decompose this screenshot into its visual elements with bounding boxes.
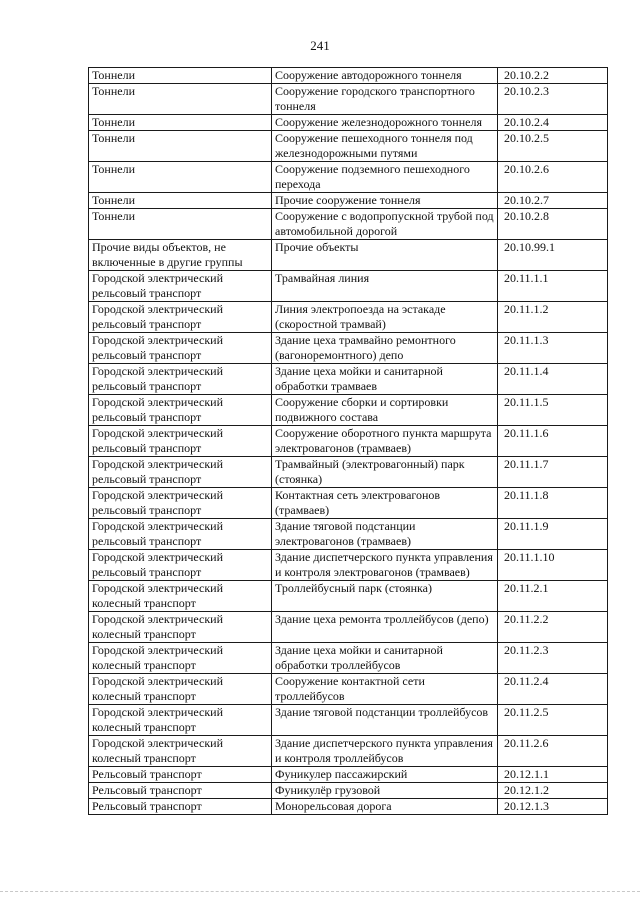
object-group-cell: Тоннели (89, 131, 272, 162)
table-row (89, 302, 608, 333)
object-name-cell: Здание тяговой подстанции электровагонов (трамваев) (272, 519, 498, 550)
object-name-cell: Прочие объекты (272, 240, 498, 271)
object-name-cell: Сооружение городского транспортного тоннеля (272, 84, 498, 115)
table-row (89, 799, 608, 815)
object-group-cell: Городской электрический рельсовый транспорт (89, 457, 272, 488)
object-group-cell: Городской электрический рельсовый транспорт (89, 302, 272, 333)
object-group-cell: Городской электрический рельсовый транспорт (89, 395, 272, 426)
object-group-cell: Рельсовый транспорт (89, 767, 272, 783)
object-name-cell: Трамвайная линия (272, 271, 498, 302)
object-name-cell: Сооружение пешеходного тоннеля под железнодорожными путями (272, 131, 498, 162)
table-row (89, 84, 608, 115)
object-code-cell: 20.11.1.8 (498, 488, 608, 519)
object-group-cell: Городской электрический рельсовый транспорт (89, 550, 272, 581)
table-row (89, 674, 608, 705)
object-group-cell: Городской электрический рельсовый транспорт (89, 333, 272, 364)
object-group-cell: Городской электрический колесный транспорт (89, 643, 272, 674)
object-name-cell: Здание цеха трамвайно ремонтного (вагоноремонтного) депо (272, 333, 498, 364)
object-group-cell: Городской электрический рельсовый транспорт (89, 519, 272, 550)
table-row (89, 333, 608, 364)
table-row (89, 162, 608, 193)
object-name-cell: Сооружение сборки и сортировки подвижного состава (272, 395, 498, 426)
object-code-cell: 20.10.2.7 (498, 193, 608, 209)
object-code-cell: 20.12.1.2 (498, 783, 608, 799)
object-code-cell: 20.12.1.1 (498, 767, 608, 783)
object-code-cell: 20.11.1.4 (498, 364, 608, 395)
object-code-cell: 20.10.2.3 (498, 84, 608, 115)
object-name-cell: Здание цеха ремонта троллейбусов (депо) (272, 612, 498, 643)
object-code-cell: 20.11.2.1 (498, 581, 608, 612)
object-code-cell: 20.11.1.3 (498, 333, 608, 364)
object-code-cell: 20.11.1.5 (498, 395, 608, 426)
object-code-cell: 20.11.1.1 (498, 271, 608, 302)
object-group-cell: Тоннели (89, 209, 272, 240)
object-name-cell: Фуникулёр грузовой (272, 783, 498, 799)
object-classification-table (88, 67, 608, 815)
table-row (89, 643, 608, 674)
table-row (89, 705, 608, 736)
object-code-cell: 20.11.1.6 (498, 426, 608, 457)
object-name-cell: Сооружение с водопропускной трубой под автомобильной дорогой (272, 209, 498, 240)
object-code-cell: 20.11.2.6 (498, 736, 608, 767)
table-row (89, 240, 608, 271)
object-group-cell: Рельсовый транспорт (89, 799, 272, 815)
object-name-cell: Сооружение железнодорожного тоннеля (272, 115, 498, 131)
object-name-cell: Трамвайный (электровагонный) парк (стоянка) (272, 457, 498, 488)
object-name-cell: Линия электропоезда на эстакаде (скоростной трамвай) (272, 302, 498, 333)
table-row (89, 767, 608, 783)
object-group-cell: Городской электрический рельсовый транспорт (89, 488, 272, 519)
table-row (89, 271, 608, 302)
object-code-cell: 20.11.2.4 (498, 674, 608, 705)
object-name-cell: Сооружение автодорожного тоннеля (272, 68, 498, 84)
object-name-cell: Сооружение контактной сети троллейбусов (272, 674, 498, 705)
object-name-cell: Контактная сеть электровагонов (трамваев) (272, 488, 498, 519)
object-group-cell: Городской электрический рельсовый транспорт (89, 364, 272, 395)
object-group-cell: Тоннели (89, 193, 272, 209)
table-row (89, 68, 608, 84)
object-name-cell: Здание тяговой подстанции троллейбусов (272, 705, 498, 736)
object-code-cell: 20.11.1.10 (498, 550, 608, 581)
scan-edge-divider (0, 891, 640, 892)
object-group-cell: Городской электрический колесный транспорт (89, 736, 272, 767)
object-group-cell: Городской электрический колесный транспорт (89, 581, 272, 612)
table-body (89, 68, 608, 815)
object-code-cell: 20.10.2.8 (498, 209, 608, 240)
table-row (89, 550, 608, 581)
table-row (89, 131, 608, 162)
table-row (89, 426, 608, 457)
object-code-cell: 20.10.2.2 (498, 68, 608, 84)
object-name-cell: Фуникулер пассажирский (272, 767, 498, 783)
table-row (89, 488, 608, 519)
table-row (89, 736, 608, 767)
object-code-cell: 20.11.2.2 (498, 612, 608, 643)
object-code-cell: 20.11.2.5 (498, 705, 608, 736)
object-group-cell: Городской электрический рельсовый транспорт (89, 271, 272, 302)
object-group-cell: Рельсовый транспорт (89, 783, 272, 799)
page-number: 241 (310, 38, 330, 53)
object-name-cell: Сооружение оборотного пункта маршрута электровагонов (трамваев) (272, 426, 498, 457)
object-name-cell: Прочие сооружение тоннеля (272, 193, 498, 209)
object-code-cell: 20.11.2.3 (498, 643, 608, 674)
object-name-cell: Здание диспетчерского пункта управления и контроля электровагонов (трамваев) (272, 550, 498, 581)
object-code-cell: 20.10.2.4 (498, 115, 608, 131)
table-row (89, 364, 608, 395)
object-name-cell: Здание цеха мойки и санитарной обработки троллейбусов (272, 643, 498, 674)
table-row (89, 519, 608, 550)
object-group-cell: Городской электрический рельсовый транспорт (89, 426, 272, 457)
object-group-cell: Тоннели (89, 115, 272, 131)
object-group-cell: Городской электрический колесный транспорт (89, 612, 272, 643)
object-group-cell: Прочие виды объектов, не включенные в другие группы (89, 240, 272, 271)
object-name-cell: Монорельсовая дорога (272, 799, 498, 815)
table-row (89, 783, 608, 799)
object-group-cell: Городской электрический колесный транспорт (89, 705, 272, 736)
object-name-cell: Троллейбусный парк (стоянка) (272, 581, 498, 612)
object-code-cell: 20.10.99.1 (498, 240, 608, 271)
table-row (89, 581, 608, 612)
object-code-cell: 20.11.1.2 (498, 302, 608, 333)
table-row (89, 395, 608, 426)
object-code-cell: 20.12.1.3 (498, 799, 608, 815)
table-row (89, 209, 608, 240)
object-code-cell: 20.11.1.9 (498, 519, 608, 550)
table-row (89, 457, 608, 488)
object-name-cell: Здание цеха мойки и санитарной обработки трамваев (272, 364, 498, 395)
table-row (89, 193, 608, 209)
object-group-cell: Городской электрический колесный транспорт (89, 674, 272, 705)
object-name-cell: Сооружение подземного пешеходного перехода (272, 162, 498, 193)
object-group-cell: Тоннели (89, 162, 272, 193)
object-code-cell: 20.10.2.6 (498, 162, 608, 193)
object-group-cell: Тоннели (89, 68, 272, 84)
object-code-cell: 20.10.2.5 (498, 131, 608, 162)
object-group-cell: Тоннели (89, 84, 272, 115)
object-name-cell: Здание диспетчерского пункта управления и контроля троллейбусов (272, 736, 498, 767)
table-row (89, 115, 608, 131)
table-row (89, 612, 608, 643)
object-code-cell: 20.11.1.7 (498, 457, 608, 488)
